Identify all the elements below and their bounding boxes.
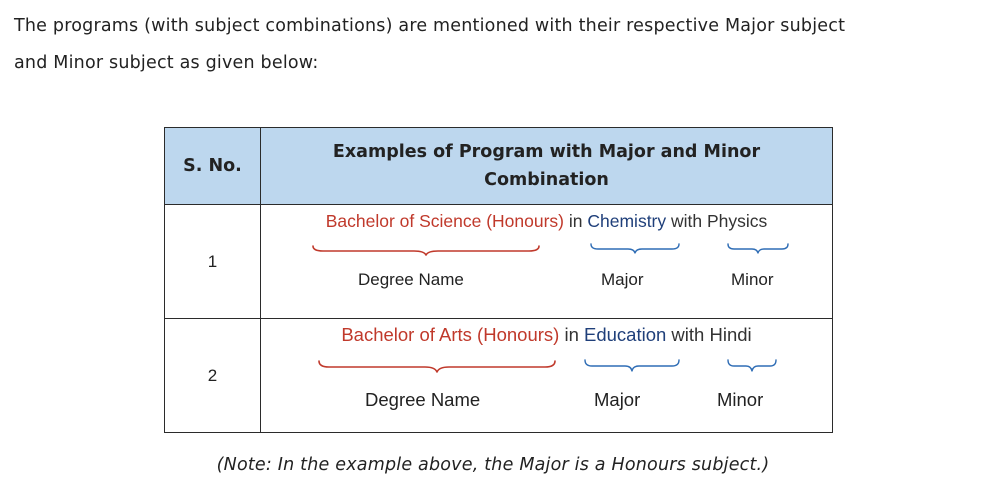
degree-text: Bachelor of Science (Honours) [325,211,565,231]
footnote: (Note: In the example above, the Major is a Honours subject.) [216,455,770,475]
intro-paragraph [14,8,982,82]
intro-line-1: The programs (with subject combinations) are mentioned with their respective Major subject [14,16,846,36]
major-caption: Major [601,270,644,289]
major-brace-icon [583,358,681,372]
with-text: with [666,324,710,345]
major-brace-icon [589,242,681,254]
degree-brace-icon [311,243,541,257]
header-examples [261,128,833,205]
minor-caption: Minor [717,389,764,410]
degree-text: Bachelor of Arts (Honours) [341,324,560,345]
table-header-row [165,128,833,205]
program-example [261,205,833,319]
header-examples-line-2: Combination [484,170,609,190]
major-text: Chemistry [587,211,667,231]
major-text: Education [584,324,667,345]
degree-brace-icon [317,358,557,374]
minor-brace-icon [726,358,778,372]
table-row [165,319,833,433]
header-examples-line-1: Examples of Program with Major and Minor [332,142,761,162]
program-combination-table [164,127,833,433]
minor-caption: Minor [731,270,774,289]
minor-text: Hindi [709,324,752,345]
in-text: in [559,324,584,345]
minor-brace-icon [726,242,790,254]
major-caption: Major [594,389,641,410]
in-text: in [564,211,588,231]
minor-text: Physics [707,211,768,231]
degree-caption: Degree Name [358,270,464,289]
row-number: 2 [165,319,261,433]
header-sno: S. No. [165,128,261,205]
program-example [261,319,833,433]
row-number: 1 [165,205,261,319]
with-text: with [666,211,707,231]
program-line [261,324,832,346]
table-row [165,205,833,319]
program-line [261,211,832,232]
intro-line-2: and Minor subject as given below: [14,53,319,73]
degree-caption: Degree Name [365,389,481,410]
